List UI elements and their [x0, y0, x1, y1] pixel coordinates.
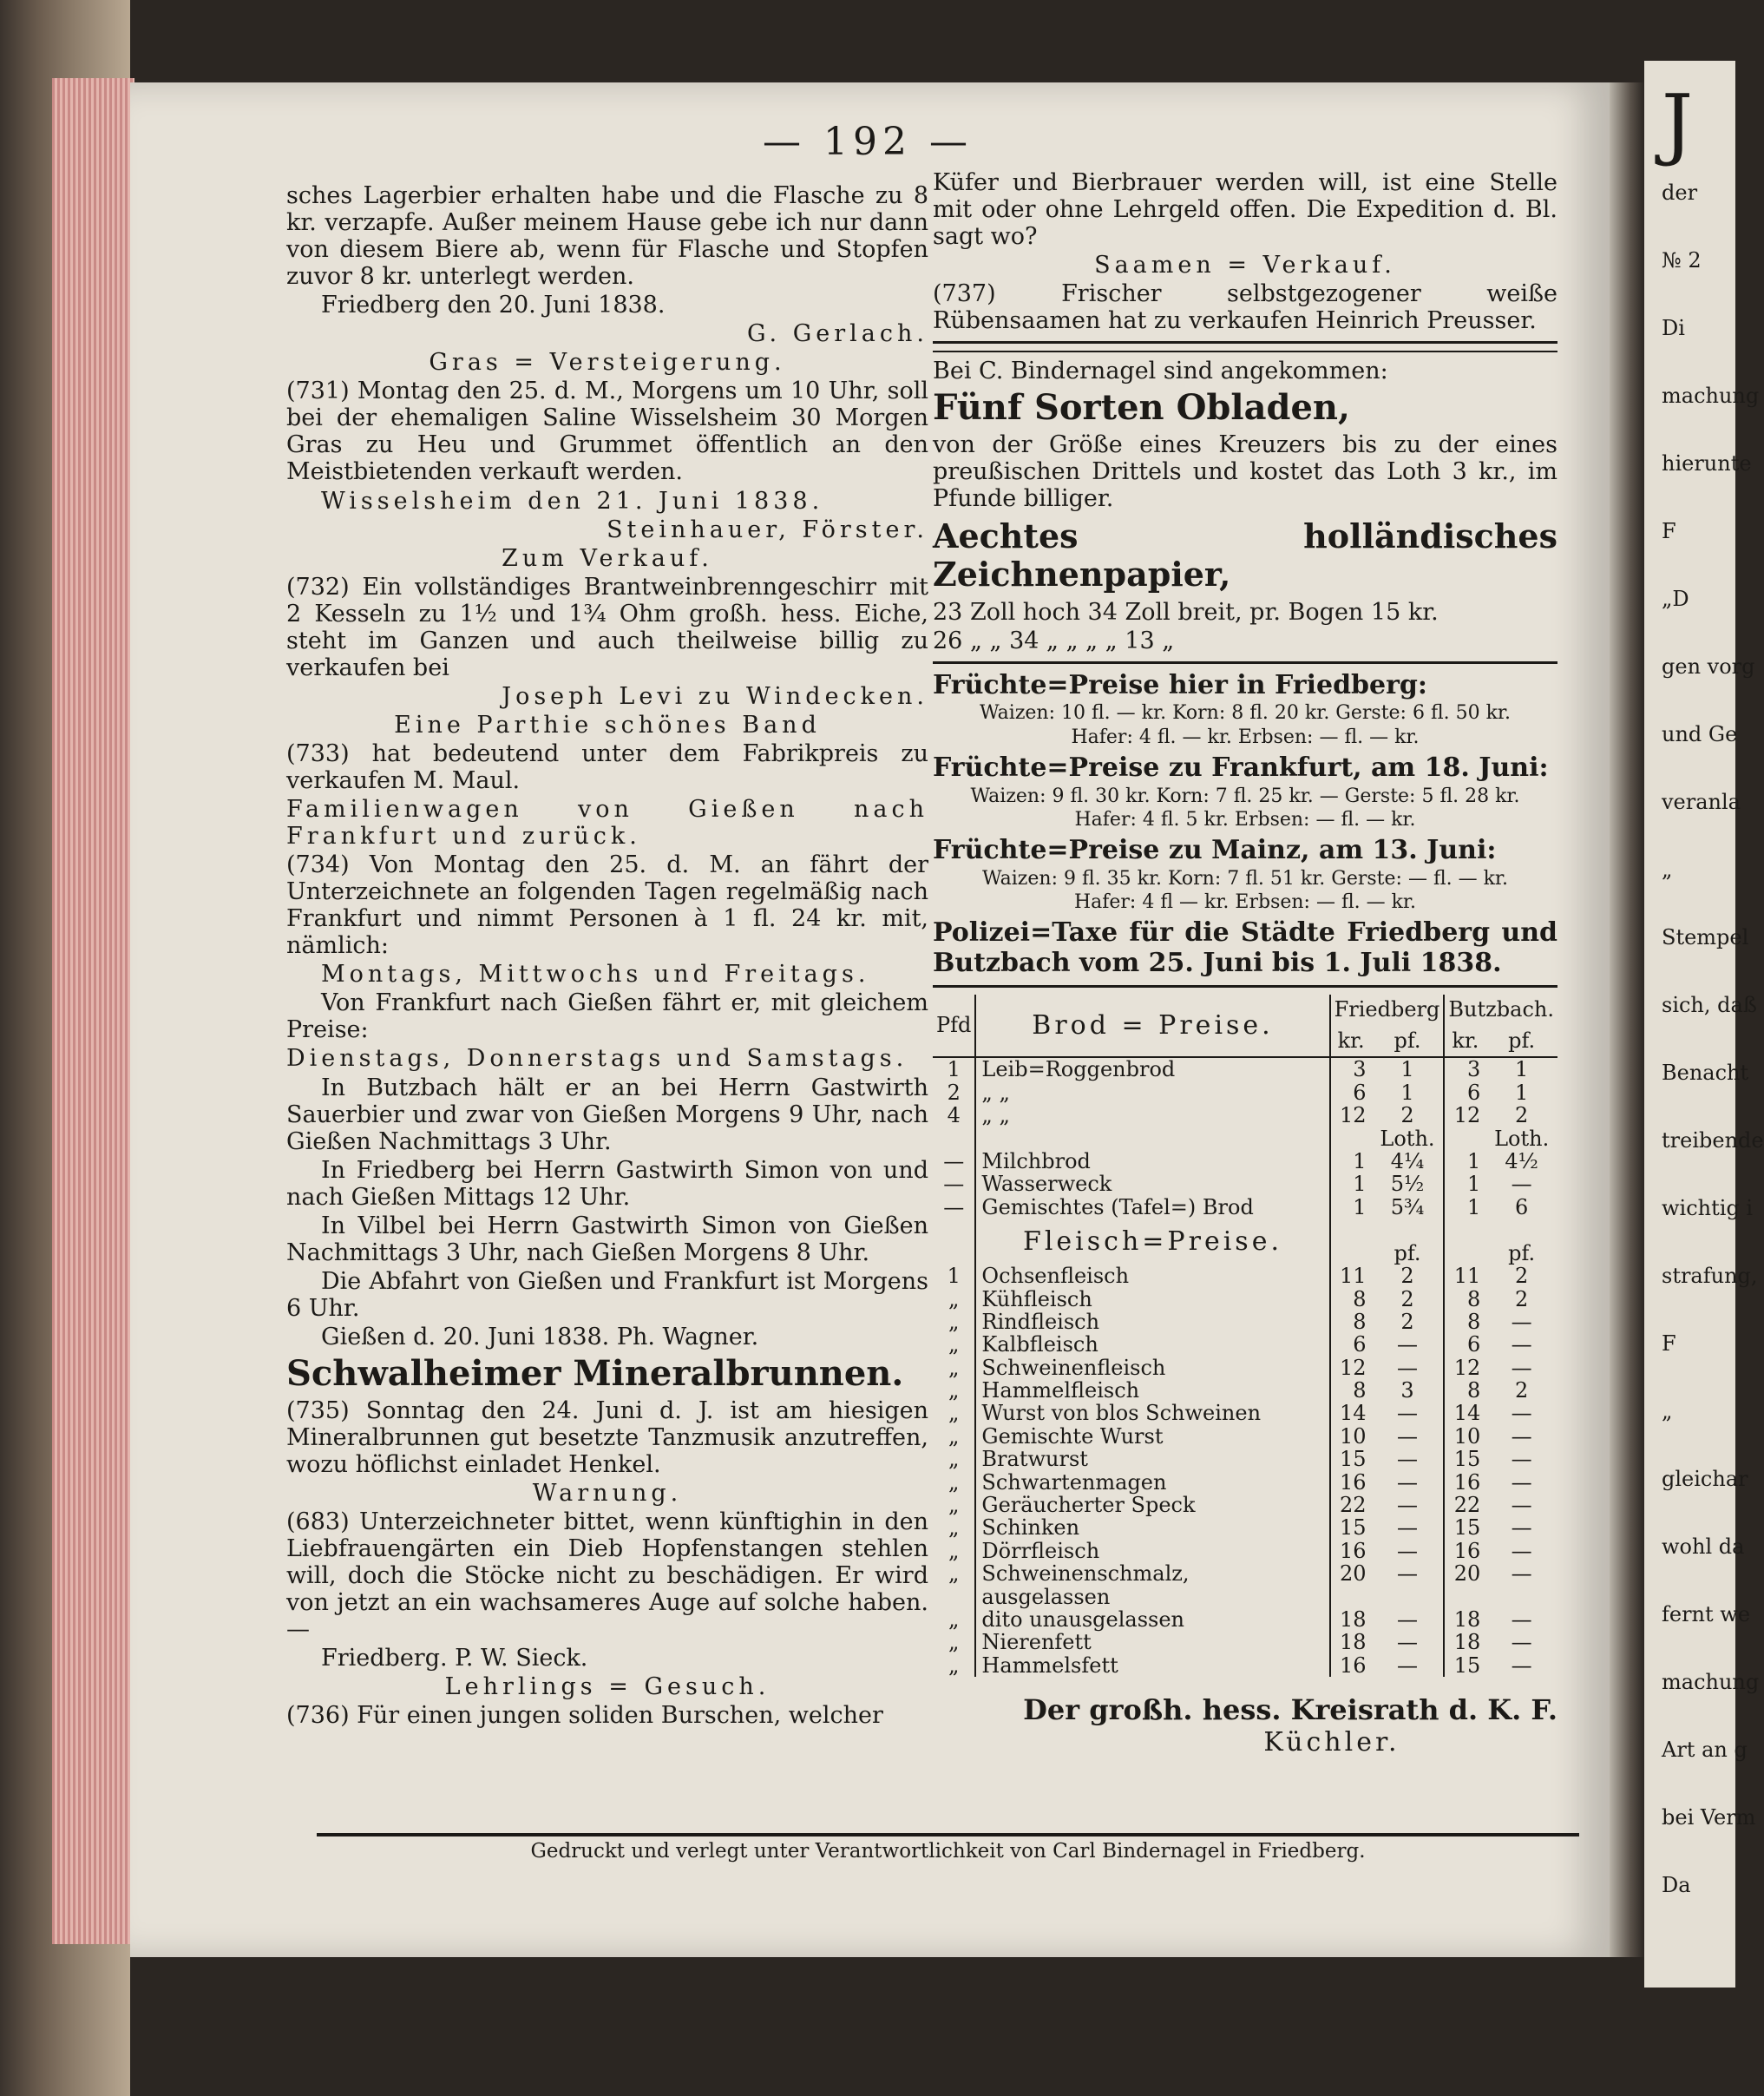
fleisch-rows: [933, 1265, 1557, 1677]
cell-friedberg-pf: 1: [1400, 1080, 1414, 1105]
cell-friedberg-kr: 18: [1330, 1631, 1372, 1653]
cell-qty: „: [948, 1515, 960, 1541]
cell-friedberg-kr: 12: [1330, 1104, 1372, 1127]
ad-paragraph: von der Größe eines Kreuzers bis zu der eines preußischen Drittels und kostet das Loth 3 kr., im Pfunde billiger.: [933, 431, 1557, 513]
imprint-footer: Gedruckt und verlegt unter Verantwortlichkeit von Carl Bindernagel in Friedberg.: [530, 1840, 1366, 1863]
cell-butzbach-pf: —: [1511, 1607, 1532, 1632]
ad-paragraph: Fünf Sorten Obladen,: [933, 387, 1350, 429]
divider: [933, 661, 1557, 664]
cell-butzbach-kr: 14: [1444, 1402, 1485, 1424]
notice-paragraph: Von Frankfurt nach Gießen fährt er, mit gleichem Preise:: [286, 989, 928, 1044]
right-top-notices: [933, 169, 1557, 334]
next-page-text: fernt we: [1662, 1602, 1751, 1626]
notice-paragraph: (737) Frischer selbstgezogener weiße Rübensaamen hat zu verkaufen Heinrich Preusser.: [933, 280, 1557, 335]
cell-friedberg-pf: —: [1396, 1493, 1418, 1518]
cell-item: Schweinenfleisch: [975, 1357, 1329, 1379]
cell-friedberg-pf: Loth.: [1380, 1126, 1435, 1151]
notice-paragraph: Steinhauer, Förster.: [607, 516, 928, 543]
notice-paragraph: Gras = Versteigerung.: [429, 349, 786, 377]
cell-butzbach-pf: —: [1511, 1630, 1532, 1655]
page-number: — 192 —: [763, 120, 973, 164]
cell-friedberg-kr: 18: [1330, 1608, 1372, 1631]
notice-paragraph: In Butzbach hält er an bei Herrn Gastwirth Sauerbier und zwar von Gießen Morgens 9 Uhr, nach Gießen Nachmittags 3 Uhr.: [286, 1074, 928, 1155]
cell-item: Milchbrod: [975, 1150, 1329, 1173]
cell-qty: „: [948, 1447, 960, 1472]
brod-row: [933, 1196, 1557, 1219]
fleisch-title: Fleisch=Preise.: [975, 1219, 1329, 1265]
cell-item: Rindfleisch: [975, 1311, 1329, 1333]
cell-qty: —: [943, 1148, 965, 1173]
next-page-text: der: [1662, 181, 1698, 205]
divider: [933, 985, 1557, 988]
cell-butzbach-pf: —: [1511, 1332, 1532, 1357]
cell-butzbach-kr: 20: [1444, 1562, 1485, 1608]
cell-qty: „: [948, 1469, 960, 1495]
fleisch-row: [933, 1471, 1557, 1494]
cell-friedberg-pf: —: [1396, 1561, 1418, 1587]
grain-price-line: Waizen: 10 fl. — kr. Korn: 8 fl. 20 kr. Gerste: 6 fl. 50 kr.: [979, 702, 1512, 725]
cell-qty: „: [948, 1423, 960, 1449]
cell-butzbach-kr: 22: [1444, 1494, 1485, 1516]
cell-butzbach-pf: 4½: [1505, 1148, 1538, 1173]
left-column: [286, 182, 928, 1731]
cell-friedberg-kr: 6: [1330, 1081, 1372, 1104]
cell-friedberg-kr: 16: [1330, 1654, 1372, 1677]
cell-item: [975, 1127, 1329, 1150]
cell-item: Schwartenmagen: [975, 1471, 1329, 1494]
cell-friedberg-kr: 15: [1330, 1448, 1372, 1470]
cell-friedberg-pf: 2: [1400, 1103, 1414, 1128]
fleisch-row: [933, 1631, 1557, 1653]
notice-paragraph: Familienwagen von Gießen nach Frankfurt und zurück.: [286, 796, 928, 851]
cell-friedberg-kr: 8: [1330, 1288, 1372, 1311]
col-pfd: Pfd: [933, 995, 975, 1057]
cell-friedberg-pf: —: [1396, 1515, 1418, 1541]
cell-item: Hammelsfett: [975, 1654, 1329, 1677]
cell-item: Schinken: [975, 1516, 1329, 1539]
notice-paragraph: In Friedberg bei Herrn Gastwirth Simon von und nach Gießen Mittags 12 Uhr.: [286, 1156, 928, 1211]
next-page-text: Stempel: [1662, 925, 1749, 949]
cell-friedberg-pf: 3: [1400, 1378, 1414, 1403]
next-page-text: veranla: [1662, 790, 1741, 814]
cell-butzbach-pf: —: [1511, 1172, 1532, 1197]
next-page-text: bei Verm: [1662, 1805, 1756, 1830]
cell-friedberg-kr: 1: [1330, 1173, 1372, 1195]
notice-paragraph: Wisselsheim den 21. Juni 1838.: [321, 487, 824, 515]
divider: [933, 341, 1557, 344]
next-page-text: sich, daß: [1662, 993, 1757, 1017]
fleisch-row: [933, 1402, 1557, 1424]
cell-butzbach-pf: 6: [1515, 1194, 1529, 1219]
fleisch-pf: pf.: [1393, 1240, 1421, 1265]
cell-friedberg-kr: 8: [1330, 1311, 1372, 1333]
cell-qty: „: [948, 1630, 960, 1655]
cell-butzbach-pf: —: [1511, 1355, 1532, 1380]
cell-friedberg-pf: —: [1396, 1630, 1418, 1655]
cell-friedberg-kr: 16: [1330, 1471, 1372, 1494]
cell-butzbach-kr: 6: [1444, 1333, 1485, 1356]
cell-item: Hammelfleisch: [975, 1379, 1329, 1402]
cell-butzbach-kr: 15: [1444, 1516, 1485, 1539]
cell-item: Wurst von blos Schweinen: [975, 1402, 1329, 1424]
col-friedberg: Friedberg: [1330, 995, 1445, 1026]
cell-item: Gemischte Wurst: [975, 1425, 1329, 1448]
notice-paragraph: Montags, Mittwochs und Freitags.: [321, 961, 870, 989]
cell-item: Schweinenschmalz, ausgelassen: [975, 1562, 1329, 1608]
notice-paragraph: In Vilbel bei Herrn Gastwirth Simon von Gießen Nachmittags 3 Uhr, nach Gießen Morgens 8 Uhr.: [286, 1212, 928, 1266]
fleisch-row: [933, 1265, 1557, 1287]
cell-friedberg-pf: —: [1396, 1652, 1418, 1678]
divider: [933, 351, 1557, 352]
next-page-fragment: [1644, 61, 1764, 1988]
cell-friedberg-pf: 2: [1400, 1309, 1414, 1334]
cell-friedberg-kr: 1: [1330, 1196, 1372, 1219]
cell-butzbach-pf: —: [1511, 1469, 1532, 1495]
cell-item: Kühfleisch: [975, 1288, 1329, 1311]
grain-price-line: Hafer: 4 fl — kr. Erbsen: — fl. — kr.: [1073, 890, 1417, 913]
next-page-text: gen vorg: [1662, 654, 1755, 679]
next-page-text: „D: [1662, 587, 1689, 611]
cell-qty: „: [948, 1309, 960, 1334]
cell-butzbach-pf: —: [1511, 1538, 1532, 1563]
fleisch-row: [933, 1448, 1557, 1470]
cell-butzbach-kr: 1: [1444, 1150, 1485, 1173]
cell-butzbach-pf: 2: [1515, 1103, 1529, 1128]
cell-friedberg-pf: 5¾: [1390, 1194, 1425, 1219]
grain-price-line: Hafer: 4 fl. — kr. Erbsen: — fl. — kr.: [1071, 726, 1420, 748]
fleisch-row: [933, 1288, 1557, 1311]
fleisch-row: [933, 1333, 1557, 1356]
notice-paragraph: G. Gerlach.: [746, 320, 928, 348]
cell-item: „ „: [975, 1104, 1329, 1127]
cell-friedberg-pf: —: [1396, 1332, 1418, 1357]
cell-butzbach-pf: 2: [1515, 1286, 1529, 1311]
cell-butzbach-pf: —: [1511, 1447, 1532, 1472]
cell-butzbach-pf: —: [1511, 1561, 1532, 1587]
next-page-text: № 2: [1662, 248, 1702, 273]
fleisch-row: [933, 1516, 1557, 1539]
cell-butzbach-kr: 16: [1444, 1471, 1485, 1494]
fleisch-row: [933, 1425, 1557, 1448]
cell-butzbach-kr: 3: [1444, 1057, 1485, 1081]
next-page-text: strafung,: [1662, 1264, 1758, 1288]
footer-rule: [317, 1833, 1579, 1836]
next-page-text: treibende: [1662, 1128, 1764, 1153]
cell-item: Gemischtes (Tafel=) Brod: [975, 1196, 1329, 1219]
next-page-text: „: [1662, 857, 1673, 882]
cell-butzbach-pf: 2: [1515, 1264, 1529, 1289]
cell-butzbach-pf: —: [1511, 1309, 1532, 1334]
fleisch-row: [933, 1311, 1557, 1333]
price-table: [933, 995, 1557, 1677]
cell-friedberg-kr: 8: [1330, 1379, 1372, 1402]
cell-butzbach-kr: 16: [1444, 1540, 1485, 1562]
cell-butzbach-kr: 8: [1444, 1379, 1485, 1402]
brod-row: [933, 1104, 1557, 1127]
cell-butzbach-kr: 15: [1444, 1654, 1485, 1677]
grain-price-line: Hafer: 4 fl. 5 kr. Erbsen: — fl. — kr.: [1074, 808, 1416, 831]
cell-friedberg-pf: 4¼: [1390, 1148, 1425, 1173]
cell-item: Dörrfleisch: [975, 1540, 1329, 1562]
notice-paragraph: Saamen = Verkauf.: [1094, 252, 1396, 279]
cell-friedberg-pf: 5½: [1390, 1172, 1425, 1197]
cell-item: Leib=Roggenbrod: [975, 1057, 1329, 1081]
cell-qty: 4: [947, 1103, 961, 1128]
notice-paragraph: sches Lagerbier erhalten habe und die Flasche zu 8 kr. verzapfe. Außer meinem Hause gebe ich nur dann von diesem Biere ab, wenn für Flasche und Stopfen zuvor 8 kr. unterlegt werden.: [286, 182, 928, 291]
cell-butzbach-kr: [1444, 1127, 1485, 1150]
grain-price-line: Früchte=Preise zu Frankfurt, am 18. Juni:: [933, 752, 1549, 784]
cell-butzbach-pf: —: [1511, 1515, 1532, 1541]
ad-paragraph: 23 Zoll hoch 34 Zoll breit, pr. Bogen 15 kr.: [933, 598, 1439, 626]
cell-butzbach-kr: 11: [1444, 1265, 1485, 1287]
cell-qty: [933, 1127, 975, 1150]
fleisch-pf: pf.: [1508, 1240, 1536, 1265]
ad-paragraph: Bei C. Bindernagel sind angekommen:: [933, 358, 1388, 385]
fleisch-row: [933, 1540, 1557, 1562]
grain-prices: [933, 671, 1557, 978]
page-stack-edge: [52, 78, 134, 1944]
cell-friedberg-kr: 20: [1330, 1562, 1372, 1608]
cell-friedberg-pf: —: [1396, 1423, 1418, 1449]
notice-paragraph: Gießen d. 20. Juni 1838. Ph. Wagner.: [321, 1323, 759, 1350]
brod-rows: [933, 1057, 1557, 1219]
next-page-text: F: [1662, 1331, 1676, 1356]
next-page-text: Art an g: [1662, 1738, 1748, 1762]
cell-friedberg-kr: 14: [1330, 1402, 1372, 1424]
notice-paragraph: Küfer und Bierbrauer werden will, ist eine Stelle mit oder ohne Lehrgeld offen. Die Expedition d. Bl. sagt wo?: [933, 169, 1557, 251]
cell-butzbach-pf: —: [1511, 1493, 1532, 1518]
cell-butzbach-kr: 12: [1444, 1104, 1485, 1127]
cell-item: „ „: [975, 1081, 1329, 1104]
ad-paragraph: 26 „ „ 34 „ „ „ „ 13 „: [933, 627, 1175, 654]
notice-paragraph: Die Abfahrt von Gießen und Frankfurt ist Morgens 6 Uhr.: [286, 1267, 928, 1322]
grain-price-line: Waizen: 9 fl. 35 kr. Korn: 7 fl. 51 kr. Gerste: — fl. — kr.: [981, 867, 1509, 890]
cell-butzbach-kr: 8: [1444, 1311, 1485, 1333]
next-page-text: F: [1662, 519, 1676, 543]
cell-friedberg-kr: 11: [1330, 1265, 1372, 1287]
notice-paragraph: (735) Sonntag den 24. Juni d. J. ist am hiesigen Mineralbrunnen gut besetzte Tanzmusik anzutreffen, wozu höflichst einladet Henkel.: [286, 1396, 928, 1479]
notice-paragraph: (734) Von Montag den 25. d. M. an fährt der Unterzeichnete an folgenden Tagen regelmäßig nach Frankfurt und nimmt Personen à 1 fl. 24 kr. mit, nämlich:: [286, 851, 928, 960]
brod-row: [933, 1173, 1557, 1195]
cell-friedberg-pf: —: [1396, 1469, 1418, 1495]
signature-line2: Küchler.: [1263, 1726, 1400, 1758]
cell-butzbach-pf: 2: [1515, 1378, 1529, 1403]
cell-butzbach-pf: —: [1511, 1423, 1532, 1449]
next-page-text: gleichar: [1662, 1467, 1748, 1491]
cell-qty: 1: [947, 1057, 961, 1082]
col-pf: pf.: [1485, 1026, 1557, 1058]
notice-paragraph: Joseph Levi zu Windecken.: [502, 682, 928, 710]
notice-paragraph: Schwalheimer Mineralbrunnen.: [286, 1352, 904, 1394]
cell-qty: „: [948, 1378, 960, 1403]
cell-qty: 1: [947, 1264, 961, 1289]
col-kr: kr.: [1444, 1026, 1485, 1058]
next-page-text: hierunte: [1662, 451, 1752, 476]
cell-butzbach-kr: 10: [1444, 1425, 1485, 1448]
col-kr: kr.: [1330, 1026, 1372, 1058]
cell-butzbach-kr: 1: [1444, 1173, 1485, 1195]
cell-friedberg-kr: 10: [1330, 1425, 1372, 1448]
next-page-text: „: [1662, 1399, 1673, 1423]
cell-qty: „: [948, 1607, 960, 1632]
cell-butzbach-pf: —: [1511, 1652, 1532, 1678]
cell-friedberg-pf: —: [1396, 1538, 1418, 1563]
cell-butzbach-kr: 1: [1444, 1196, 1485, 1219]
fleisch-row: [933, 1357, 1557, 1379]
next-page-text: wohl da: [1662, 1534, 1745, 1559]
notice-paragraph: (733) hat bedeutend unter dem Fabrikpreis zu verkaufen M. Maul.: [286, 739, 928, 794]
fleisch-row: [933, 1608, 1557, 1631]
cell-friedberg-pf: 2: [1400, 1264, 1414, 1289]
fleisch-header-row: [933, 1219, 1557, 1265]
cell-friedberg-pf: 1: [1400, 1057, 1414, 1082]
next-page-text: Benacht: [1662, 1061, 1749, 1085]
grain-price-line: Polizei=Taxe für die Städte Friedberg und Butzbach vom 25. Juni bis 1. Juli 1838.: [933, 917, 1557, 978]
cell-friedberg-pf: —: [1396, 1401, 1418, 1426]
cell-friedberg-pf: —: [1396, 1607, 1418, 1632]
book-gutter: [1610, 82, 1644, 1957]
col-pf: pf.: [1372, 1026, 1445, 1058]
notice-paragraph: Eine Parthie schönes Band: [394, 711, 821, 739]
cell-friedberg-kr: [1330, 1127, 1372, 1150]
cell-friedberg-kr: 3: [1330, 1057, 1372, 1081]
grain-price-line: Waizen: 9 fl. 30 kr. Korn: 7 fl. 25 kr. — Gerste: 5 fl. 28 kr.: [970, 785, 1520, 807]
grain-price-line: Früchte=Preise zu Mainz, am 13. Juni:: [933, 835, 1497, 866]
notice-paragraph: (736) Für einen jungen soliden Burschen, welcher: [286, 1702, 883, 1730]
notice-paragraph: Friedberg. P. W. Sieck.: [321, 1645, 588, 1672]
col-butzbach: Butzbach.: [1444, 995, 1557, 1026]
cell-item: Geräucherter Speck: [975, 1494, 1329, 1516]
next-page-text: Di: [1662, 316, 1685, 340]
next-page-text: Da: [1662, 1873, 1691, 1897]
notice-paragraph: Dienstags, Donnerstags und Samstags.: [286, 1045, 908, 1073]
cell-item: Ochsenfleisch: [975, 1265, 1329, 1287]
notice-paragraph: (683) Unterzeichneter bittet, wenn künftighin in den Liebfrauengärten ein Dieb Hopfenstangen stehlen will, doch die Stöcke nicht zu beschädigen. Er wird von jetzt an ein wachsameres Auge auf solche haben. —: [286, 1508, 928, 1644]
cell-friedberg-pf: —: [1396, 1355, 1418, 1380]
cell-qty: 2: [947, 1080, 961, 1105]
cell-butzbach-pf: 1: [1515, 1080, 1529, 1105]
cell-item: Kalbfleisch: [975, 1333, 1329, 1356]
grain-price-line: Früchte=Preise hier in Friedberg:: [933, 669, 1427, 700]
cell-friedberg-kr: 22: [1330, 1494, 1372, 1516]
cell-butzbach-kr: 18: [1444, 1608, 1485, 1631]
brod-row: [933, 1127, 1557, 1150]
cell-friedberg-kr: 15: [1330, 1516, 1372, 1539]
notice-paragraph: Friedberg den 20. Juni 1838.: [321, 292, 666, 319]
ad-paragraph: Aechtes holländisches Zeichnenpapier,: [933, 516, 1557, 595]
cell-butzbach-kr: 8: [1444, 1288, 1485, 1311]
cell-qty: —: [943, 1194, 965, 1219]
cell-item: Nierenfett: [975, 1631, 1329, 1653]
cell-qty: „: [948, 1538, 960, 1563]
fleisch-row: [933, 1494, 1557, 1516]
cell-item: dito unausgelassen: [975, 1608, 1329, 1631]
cell-friedberg-kr: 1: [1330, 1150, 1372, 1173]
next-page-text: machung: [1662, 384, 1760, 408]
cell-qty: „: [948, 1493, 960, 1518]
cell-qty: —: [943, 1172, 965, 1197]
cell-item: Bratwurst: [975, 1448, 1329, 1470]
notice-paragraph: (731) Montag den 25. d. M., Morgens um 10 Uhr, soll bei der ehemaligen Saline Wisselsheim 30 Morgen Gras zu Heu und Grummet öffentlich an den Meistbietenden verkauft werden.: [286, 378, 928, 486]
next-page-text: machung: [1662, 1670, 1760, 1694]
cell-friedberg-pf: —: [1396, 1447, 1418, 1472]
right-column: [933, 169, 1557, 1759]
brod-row: [933, 1057, 1557, 1081]
cell-butzbach-kr: 6: [1444, 1081, 1485, 1104]
cell-qty: „: [948, 1561, 960, 1587]
bindernagel-ads: [933, 358, 1557, 654]
next-page-text: J: [1662, 78, 1694, 169]
cell-butzbach-pf: 1: [1515, 1057, 1529, 1082]
cell-butzbach-kr: 15: [1444, 1448, 1485, 1470]
col-title: Brod = Preise.: [975, 995, 1329, 1057]
next-page-text: wichtig i: [1662, 1196, 1754, 1220]
cell-friedberg-pf: 2: [1400, 1286, 1414, 1311]
brod-row: [933, 1081, 1557, 1104]
notice-paragraph: Lehrlings = Gesuch.: [444, 1673, 771, 1701]
cell-qty: „: [948, 1355, 960, 1380]
brod-row: [933, 1150, 1557, 1173]
cell-friedberg-kr: 6: [1330, 1333, 1372, 1356]
cell-butzbach-kr: 12: [1444, 1357, 1485, 1379]
cell-butzbach-kr: 18: [1444, 1631, 1485, 1653]
cell-butzbach-pf: Loth.: [1494, 1126, 1550, 1151]
cell-friedberg-kr: 12: [1330, 1357, 1372, 1379]
notice-paragraph: Warnung.: [532, 1480, 683, 1508]
cell-item: Wasserweck: [975, 1173, 1329, 1195]
cell-butzbach-pf: —: [1511, 1401, 1532, 1426]
cell-qty: „: [948, 1286, 960, 1311]
fleisch-row: [933, 1379, 1557, 1402]
cell-qty: „: [948, 1652, 960, 1678]
cell-friedberg-kr: 16: [1330, 1540, 1372, 1562]
signature-line1: Der großh. hess. Kreisrath d. K. F.: [1023, 1693, 1557, 1727]
cell-qty: „: [948, 1332, 960, 1357]
fleisch-row: [933, 1562, 1557, 1608]
fleisch-row: [933, 1654, 1557, 1677]
notice-paragraph: Zum Verkauf.: [502, 544, 713, 572]
next-page-text: und Ge: [1662, 722, 1738, 746]
cell-qty: „: [948, 1401, 960, 1426]
notice-paragraph: (732) Ein vollständiges Brantweinbrenngeschirr mit 2 Kesseln zu 1½ und 1¾ Ohm großh. hess. Eiche, steht im Ganzen und auch theilweise billig zu verkaufen bei: [286, 573, 928, 681]
